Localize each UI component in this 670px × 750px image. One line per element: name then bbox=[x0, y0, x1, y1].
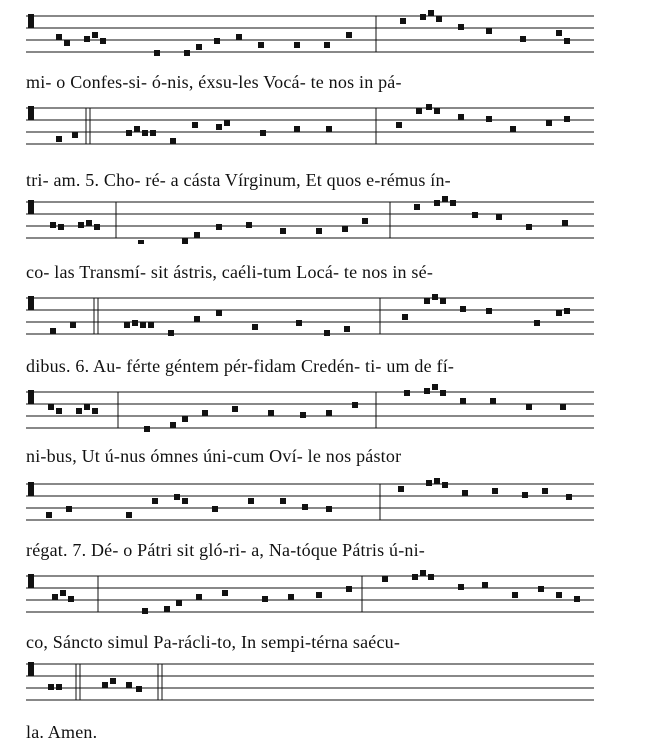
staff-4 bbox=[26, 290, 594, 340]
staff-2 bbox=[26, 100, 594, 150]
staff-5 bbox=[26, 384, 594, 434]
c-clef-icon bbox=[28, 106, 34, 120]
c-clef-icon bbox=[28, 574, 34, 588]
c-clef-icon bbox=[28, 296, 34, 310]
c-clef-icon bbox=[28, 662, 34, 676]
staff-8 bbox=[26, 656, 594, 706]
c-clef-icon bbox=[28, 482, 34, 496]
staff-6 bbox=[26, 476, 594, 526]
staff-1 bbox=[26, 8, 594, 58]
c-clef-icon bbox=[28, 390, 34, 404]
c-clef-icon bbox=[28, 200, 34, 214]
staff-3 bbox=[26, 194, 594, 244]
staff-7 bbox=[26, 568, 594, 618]
c-clef-icon bbox=[28, 14, 34, 28]
neumes-1 bbox=[28, 10, 570, 56]
